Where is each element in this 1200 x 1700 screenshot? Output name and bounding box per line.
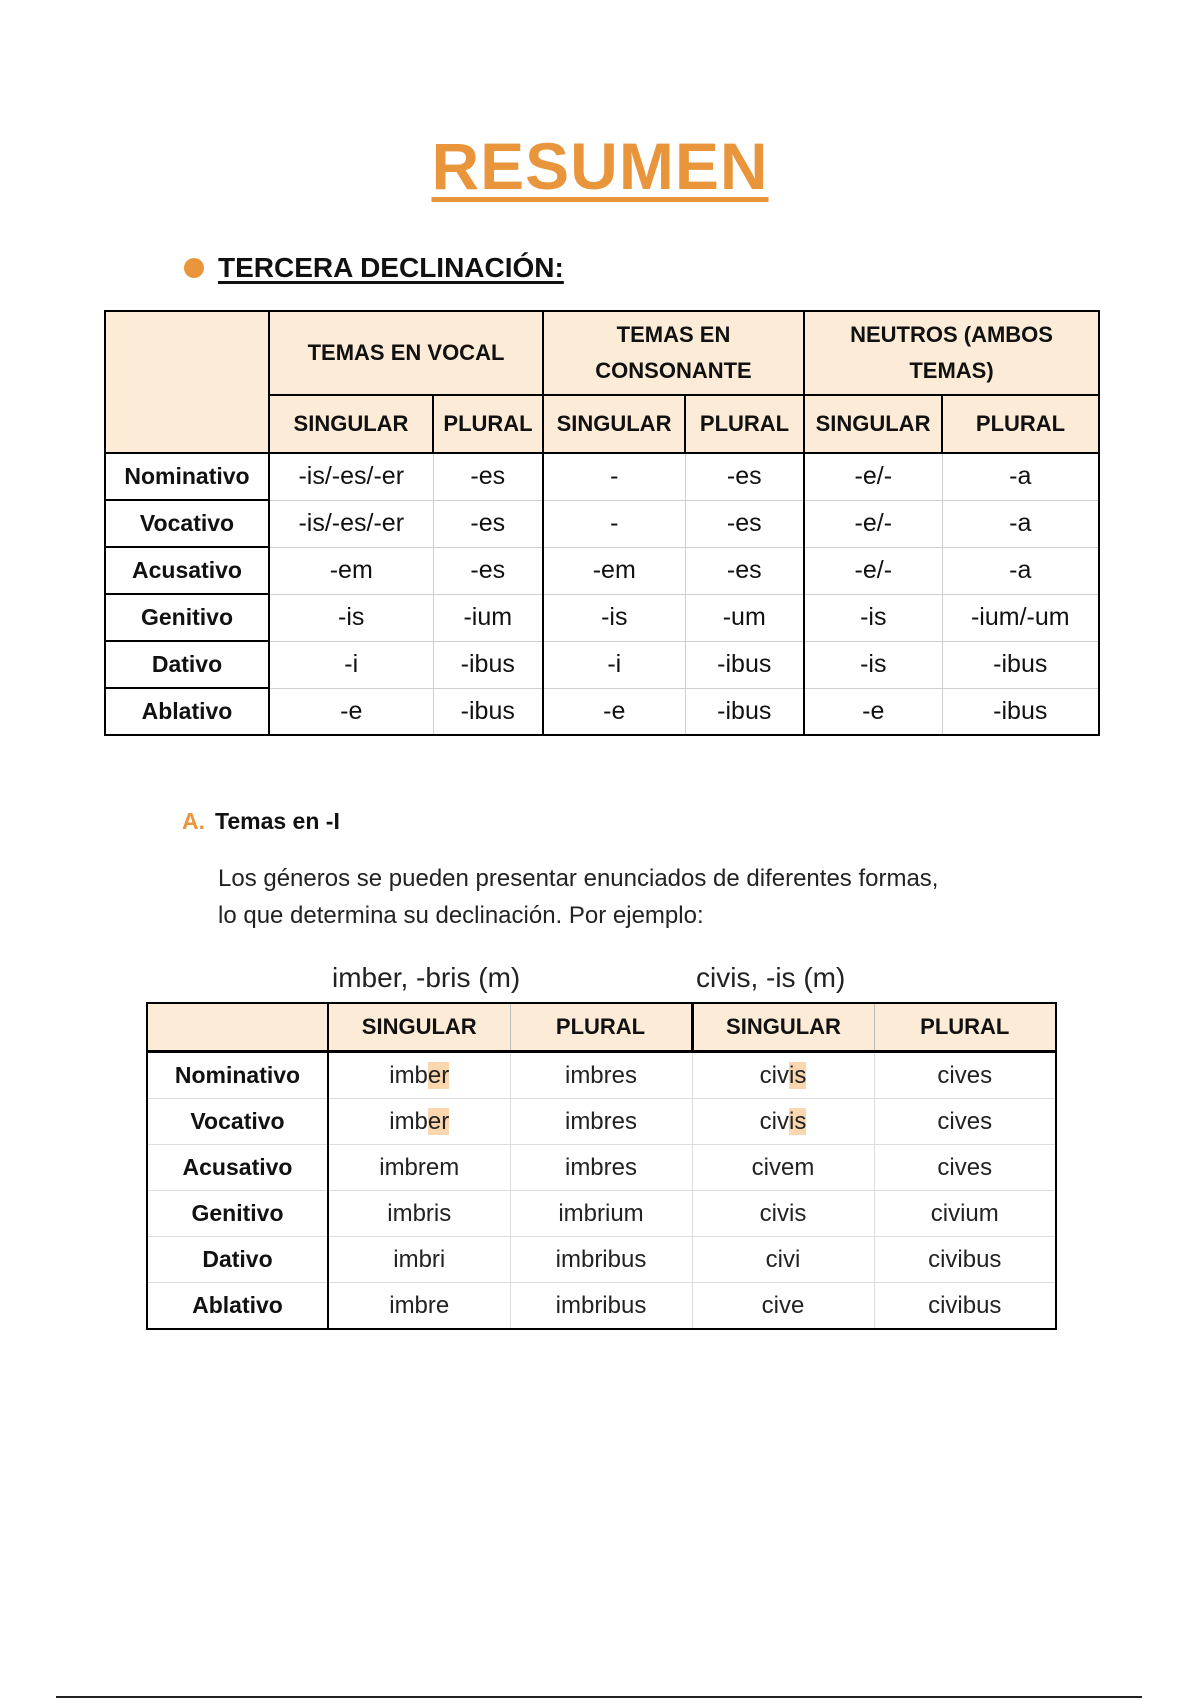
ending-cell: -e — [804, 688, 942, 735]
case-label: Nominativo — [147, 1052, 328, 1099]
column-header: SINGULAR — [692, 1003, 874, 1052]
form-cell: civium — [874, 1191, 1056, 1237]
ending-cell: - — [543, 453, 685, 500]
ending-cell: -ibus — [433, 688, 543, 735]
column-header: PLURAL — [874, 1003, 1056, 1052]
paragraph-line: lo que determina su declinación. Por ejemplo: — [218, 902, 704, 929]
highlighted-ending: is — [789, 1061, 807, 1089]
ending-cell: -a — [942, 500, 1099, 547]
form-cell: cives — [874, 1099, 1056, 1145]
ending-cell: -a — [942, 453, 1099, 500]
form-cell: imbri — [328, 1237, 510, 1283]
table-row — [105, 547, 1099, 594]
word-stem: civ — [759, 1061, 789, 1089]
section-heading — [184, 252, 564, 284]
ending-cell: -e/- — [804, 500, 942, 547]
highlighted-ending: er — [427, 1107, 450, 1135]
column-header: PLURAL — [510, 1003, 692, 1052]
group-header: NEUTROS (AMBOS TEMAS) — [804, 311, 1099, 395]
table-corner — [105, 311, 269, 453]
ending-cell: -is — [804, 641, 942, 688]
table-row — [147, 1099, 1056, 1145]
subsection-letter: A. — [182, 808, 205, 834]
ending-cell: -ibus — [433, 641, 543, 688]
table-row — [105, 688, 1099, 735]
page-title: RESUMEN — [431, 129, 769, 203]
ending-cell: -is — [804, 594, 942, 641]
ending-cell: -em — [269, 547, 433, 594]
ending-cell: -ibus — [685, 688, 804, 735]
sub-header: PLURAL — [433, 395, 543, 453]
form-cell: civem — [692, 1145, 874, 1191]
paragraph-line: Los géneros se pueden presentar enunciados de diferentes formas, — [218, 865, 939, 892]
ending-cell: -is — [543, 594, 685, 641]
ending-cell: -es — [685, 500, 804, 547]
form-cell: civi — [692, 1237, 874, 1283]
ending-cell: -ibus — [942, 641, 1099, 688]
ending-cell: -ibus — [685, 641, 804, 688]
third-declension-table — [104, 310, 1100, 736]
form-cell: imbrem — [328, 1145, 510, 1191]
ending-cell: -ium/-um — [942, 594, 1099, 641]
i-stem-example-table — [146, 1002, 1057, 1330]
form-cell: civibus — [874, 1283, 1056, 1330]
ending-cell: - — [543, 500, 685, 547]
ending-cell: -es — [433, 453, 543, 500]
ending-cell: -is/-es/-er — [269, 500, 433, 547]
highlighted-ending: er — [427, 1061, 450, 1089]
group-header: TEMAS EN VOCAL — [269, 311, 543, 395]
ending-cell: -e — [543, 688, 685, 735]
sub-header: PLURAL — [685, 395, 804, 453]
word-stem: imb — [389, 1061, 428, 1089]
table-row — [147, 1237, 1056, 1283]
sub-header: PLURAL — [942, 395, 1099, 453]
form-cell: imbre — [328, 1283, 510, 1330]
word-label-imber: imber, -bris (m) — [332, 962, 521, 993]
table-row — [147, 1283, 1056, 1330]
form-cell: cives — [874, 1145, 1056, 1191]
form-cell — [692, 1099, 874, 1145]
subsection-title: Temas en -I — [215, 808, 340, 834]
form-cell: imbribus — [510, 1283, 692, 1330]
sub-header: SINGULAR — [269, 395, 433, 453]
ending-cell: -is/-es/-er — [269, 453, 433, 500]
case-label: Acusativo — [147, 1145, 328, 1191]
form-cell — [328, 1052, 510, 1099]
form-cell: imbrium — [510, 1191, 692, 1237]
table-row — [105, 500, 1099, 547]
word-label-civis: civis, -is (m) — [696, 962, 846, 993]
ending-cell: -e/- — [804, 547, 942, 594]
group-header: TEMAS EN CONSONANTE — [543, 311, 804, 395]
ending-cell: -e/- — [804, 453, 942, 500]
table-row — [147, 1052, 1056, 1099]
ending-cell: -ibus — [942, 688, 1099, 735]
ending-cell: -is — [269, 594, 433, 641]
ending-cell: -um — [685, 594, 804, 641]
highlighted-ending: is — [789, 1107, 807, 1135]
case-label: Genitivo — [147, 1191, 328, 1237]
case-label: Vocativo — [105, 500, 269, 547]
column-header: SINGULAR — [328, 1003, 510, 1052]
case-label: Dativo — [147, 1237, 328, 1283]
form-cell: civis — [692, 1191, 874, 1237]
table-row — [105, 453, 1099, 500]
sub-header: SINGULAR — [543, 395, 685, 453]
table-row — [147, 1191, 1056, 1237]
ending-cell: -es — [685, 453, 804, 500]
ending-cell: -a — [942, 547, 1099, 594]
ending-cell: -i — [269, 641, 433, 688]
form-cell: cives — [874, 1052, 1056, 1099]
form-cell — [328, 1099, 510, 1145]
ending-cell: -i — [543, 641, 685, 688]
form-cell: civibus — [874, 1237, 1056, 1283]
case-label: Acusativo — [105, 547, 269, 594]
case-label: Ablativo — [105, 688, 269, 735]
form-cell: imbres — [510, 1145, 692, 1191]
sub-header: SINGULAR — [804, 395, 942, 453]
case-label: Vocativo — [147, 1099, 328, 1145]
ending-cell: -es — [433, 547, 543, 594]
form-cell: imbris — [328, 1191, 510, 1237]
form-cell: imbres — [510, 1052, 692, 1099]
footer-divider — [56, 1696, 1142, 1698]
case-label: Dativo — [105, 641, 269, 688]
section-label: TERCERA DECLINACIÓN: — [218, 252, 564, 283]
subsection-heading — [182, 808, 340, 835]
ending-cell: -ium — [433, 594, 543, 641]
form-cell — [692, 1052, 874, 1099]
table-row — [105, 641, 1099, 688]
case-label: Ablativo — [147, 1283, 328, 1330]
bullet-icon — [184, 258, 204, 278]
form-cell: cive — [692, 1283, 874, 1330]
ending-cell: -em — [543, 547, 685, 594]
ending-cell: -es — [433, 500, 543, 547]
table-corner — [147, 1003, 328, 1052]
explanation-paragraph — [218, 860, 1098, 934]
word-stem: imb — [389, 1107, 428, 1135]
word-stem: civ — [759, 1107, 789, 1135]
form-cell: imbres — [510, 1099, 692, 1145]
case-label: Nominativo — [105, 453, 269, 500]
table-row — [105, 594, 1099, 641]
case-label: Genitivo — [105, 594, 269, 641]
ending-cell: -es — [685, 547, 804, 594]
ending-cell: -e — [269, 688, 433, 735]
form-cell: imbribus — [510, 1237, 692, 1283]
table-row — [147, 1145, 1056, 1191]
